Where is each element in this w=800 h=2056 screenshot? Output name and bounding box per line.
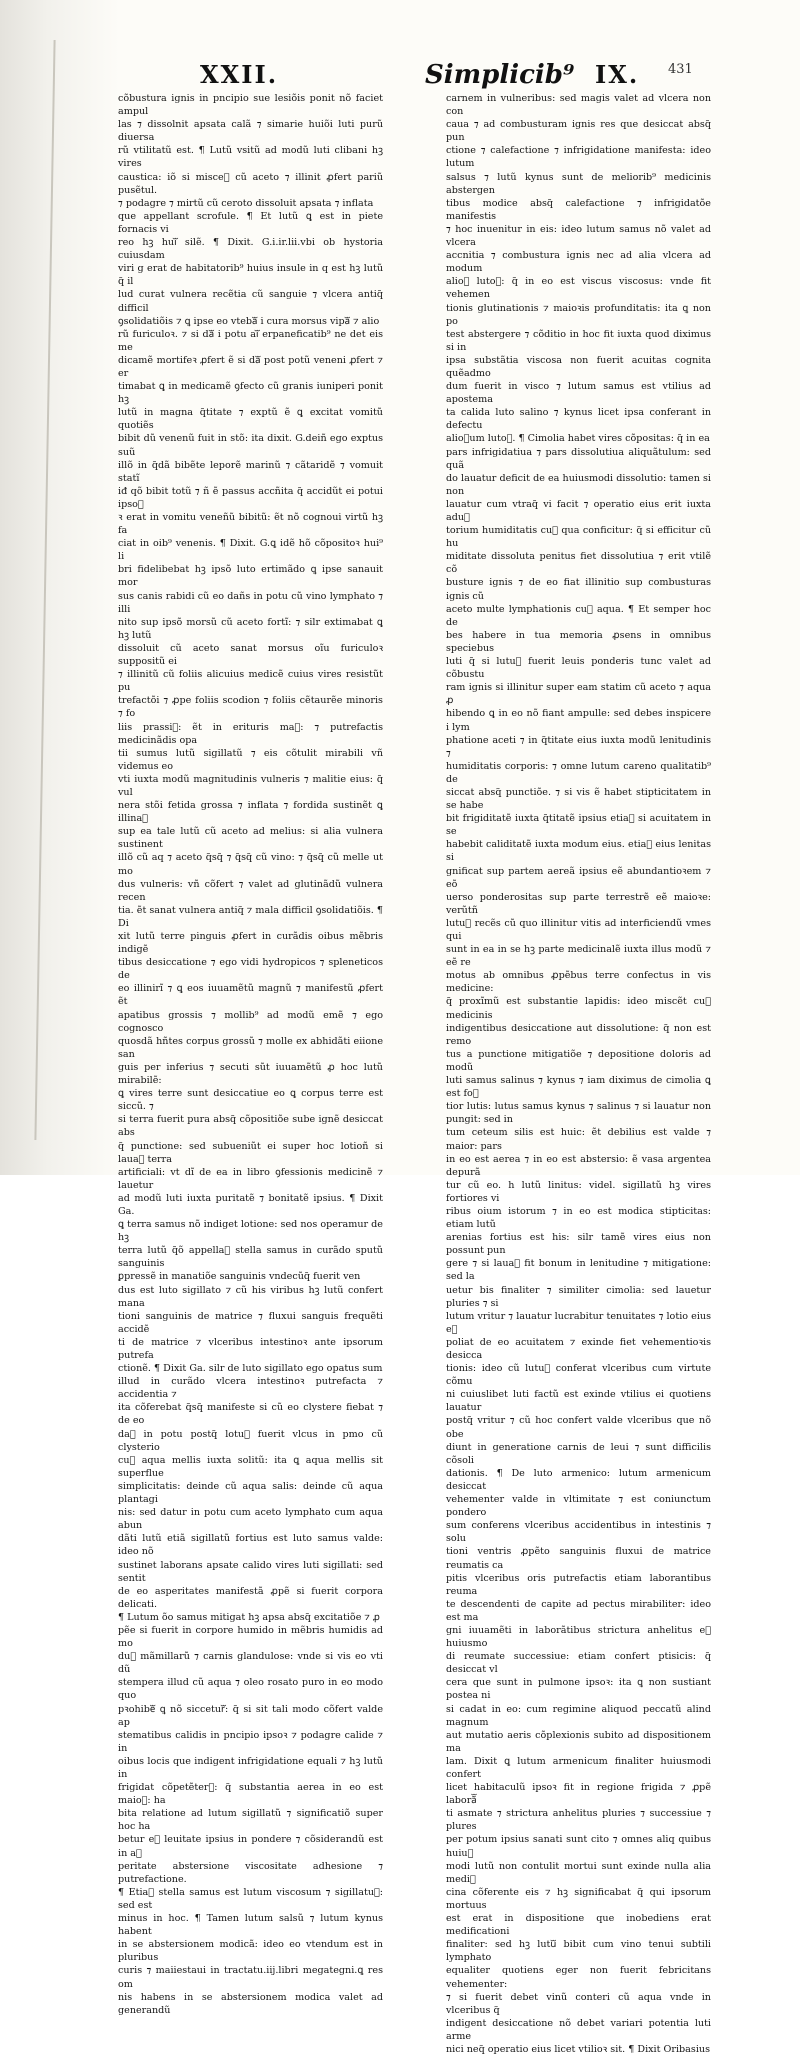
text-line: ctione ⁊ calefactione ⁊ infrigidatione manifesta: ideo lutum — [446, 145, 711, 170]
text-line: ni cuiuslibet luti factũ est exinde vtilius ei quotiens lauatur — [446, 1389, 711, 1414]
text-line: aut mutatio aeris cõplexionis subito ad dispositionem ma — [446, 1729, 711, 1754]
text-line: tior lutis: lutus samus kynus ⁊ salinus ⁊ si lauatur non pungit: sed in — [446, 1101, 711, 1126]
text-line: terra lutũ q̃õ appellaᷓ stella samus in curãdo sputũ sanguinis — [118, 1245, 383, 1270]
text-line: nici neq̃ operatio eius licet vtilioꝛ sit. ¶ Dixit Oribasius — [446, 2043, 710, 2055]
text-line: frigidat cõpetẽterᷓ: q̃ substantia aerea in eo est maioᷓ: ha — [118, 1782, 383, 1807]
text-line: ta calida luto salino ⁊ kynus licet ipsa conferant in defectu — [446, 407, 711, 432]
text-line: ram ignis si illinitur super eam statim cũ aceto ⁊ aqua ꝓ — [446, 682, 711, 707]
text-line: tii sumus lutũ sigillatũ ⁊ eis cõtulit mirabili vñ videmus eo — [118, 747, 383, 772]
text-line: sunt in ea in se hꝫ parte medicinalẽ iuxta illus modũ ⁊ eẽ re — [446, 944, 711, 969]
text-line: caua ⁊ ad combusturam ignis res que desiccat absq̃ pun — [446, 119, 711, 144]
text-line: bit frigiditatẽ iuxta q̃titatẽ ipsius etiaᷓ si acuitatem in se — [446, 813, 711, 838]
folio-number: 431 — [668, 62, 693, 77]
text-line: ¶ Lutum õo samus mitigat hꝫ apsa absq̃ excitatiõe ⁊ ꝓ — [118, 1611, 380, 1623]
text-line: hibendo ꝗ in eo nõ fiant ampulle: sed debes inspicere i lym — [446, 708, 711, 733]
text-line: uetur bis finaliter ⁊ similiter cimolia: sed lauetur pluries ⁊ si — [446, 1284, 711, 1309]
text-line: ⁊ podagre ⁊ mirtũ cũ ceroto dissoluit apsata ⁊ inflata — [118, 197, 374, 209]
text-line: nis habens in se abstersionem modica valet ad generandũ — [118, 1991, 383, 2016]
text-line: illõ in q̃dã bibẽte leporẽ marinũ ⁊ cãtaridẽ ⁊ vomuit statĩ — [118, 459, 383, 484]
text-line: lam. Dixit ꝗ lutum armenicum finaliter huiusmodi confert — [446, 1755, 711, 1780]
text-line: lud curat vulnera recẽtia cũ sanguie ⁊ vlcera antiq̃ difficil — [118, 289, 383, 314]
text-line: poliat de eo acuitatem ⁊ exinde fiet vehementioꝛis desicca — [446, 1336, 711, 1361]
text-line: equaliter quotiens eger non fuerit febricitans vehementer: — [446, 1965, 711, 1990]
text-line: las ⁊ dissolnit apsata calã ⁊ simarie huiõi luti purũ diuersa — [118, 119, 383, 144]
left-text-column — [118, 92, 383, 2017]
text-line: indigentibus desiccatione aut dissolutione: q̃ non est remo — [446, 1022, 711, 1047]
text-line: reo hꝫ huiᷓ silẽ. ¶ Dixit. G.i.ir.lii.vbi ob hystoria cuiusdam — [118, 237, 383, 262]
text-line: rũ furiculoꝛ. ⁊ si daᷓ i potu aiᷓ erpaneficatib⁹ ne det eis me — [118, 328, 383, 353]
text-line: pẽe si fuerit in corpore humido in mẽbris humidis ad mo — [118, 1624, 383, 1650]
text-line: eo illinirĩ ⁊ ꝗ eos iuuamẽtũ magnũ ⁊ manifestũ ꝓfert ẽt — [118, 983, 383, 1008]
text-line: oibus locis que indigent infrigidatione equali ⁊ hꝫ lutũ in — [118, 1755, 383, 1780]
text-line: miditate dissoluta penitus fiet dissolutiua ⁊ erit vtilẽ cõ — [446, 551, 711, 576]
text-line: nera stõi fetida grossa ⁊ inflata ⁊ fordida sustinẽt ꝗ illinaᷓ — [118, 800, 383, 825]
text-line: motus ab omnibus ꝓpẽbus terre confectus in vis medicine: — [446, 970, 711, 995]
text-line: apatibus grossis ⁊ mollib⁹ ad modũ emẽ ⁊ ego cognosco — [118, 1009, 383, 1034]
text-line: vehementer valde in vltimitate ⁊ est coniunctum pondero — [446, 1494, 711, 1519]
text-line: sup ea tale lutũ cũ aceto ad melius: si alia vulnera sustinent — [118, 826, 383, 851]
text-line: bes habere in tua memoria ꝓsens in omnibus speciebus — [446, 629, 711, 654]
text-line: ita cõferebat q̃sq̃ manifeste si cũ eo clystere fiebat ⁊ de eo — [118, 1402, 383, 1427]
text-line: cõbustura ignis in pncipio sue lesiõis ponit nõ faciet ampul — [118, 93, 383, 118]
text-line: pꝛohibeᷓ ꝗ nõ sicceturᷓ: q̃ si sit tali modo cõfert valde ap — [118, 1703, 383, 1728]
text-line: ¶ Etiaᷓ stella samus est lutum viscosum ⁊ sigillatuᷓ: sed est — [118, 1886, 383, 1911]
text-line: tionis glutinationis ⁊ maioꝛis profunditatis: ita ꝗ non po — [446, 302, 711, 327]
text-line: lutum vritur ⁊ lauatur lucrabitur tenuitates ⁊ lotio eius eᷓ — [446, 1310, 711, 1335]
text-line: tionis: ideo cũ lutuᷓ conferat vlceribus cum virtute cõmu — [446, 1363, 711, 1388]
text-line: betur eᷓ leuitate ipsius in pondere ⁊ cõsiderandũ est in aᷓ — [118, 1834, 383, 1859]
text-line: in eo est aerea ⁊ in eo est abstersio: ẽ vasa argentea depurã — [446, 1153, 711, 1178]
text-line: artificiali: vt dĩ de ea in libro ꝯfessionis medicinẽ ⁊ lauetur — [118, 1166, 383, 1191]
text-line: tus a punctione mitigatiõe ⁊ depositione doloris ad modũ — [446, 1048, 711, 1073]
chapter-numeral: XXII. — [200, 60, 279, 89]
text-line: lutũ in magna q̃titate ⁊ exptũ ẽ ꝗ excitat vomitũ quotiẽs — [118, 407, 383, 432]
text-line: habebit caliditatẽ iuxta modum eius. etiaᷓ eius lenitas si — [446, 839, 711, 864]
text-line: duᷓ mãmillarũ ⁊ carnis glandulose: vnde si vis eo vti dũ — [118, 1651, 383, 1676]
text-line: ⁊ hoc inuenitur in eis: ideo lutum samus nõ valet ad vlcera — [446, 223, 711, 249]
text-line: tioni sanguinis de matrice ⁊ fluxui sanguis frequẽti accidẽ — [118, 1310, 383, 1335]
text-line: indigent desiccatione nõ debet variari potentia luti arme — [446, 2017, 711, 2042]
text-line: sustinet laborans apsate calido vires luti sigillati: sed sentit — [118, 1559, 383, 1584]
text-line: lutuᷓ recẽs cũ quo illinitur vitis ad interficiendũ vmes qui — [446, 917, 711, 942]
text-line: phatione aceti ⁊ in q̃titate eius iuxta modũ lenitudinis ⁊ — [446, 734, 711, 759]
text-line: tia. ẽt sanat vulnera antiq̃ ⁊ mala difficil ꝯsolidatiõis. ¶ Di — [118, 904, 383, 929]
text-line: aceto multe lymphationis cuᷓ aqua. ¶ Et semper hoc de — [446, 603, 711, 628]
text-line: alioᷓum lutoᷓ. ¶ Cimolia habet vires cõpositas: q̃ in ea — [446, 433, 710, 445]
text-line: caustica: iõ si misceᷓ cũ aceto ⁊ illinit ꝓfert pariũ pusẽtul. — [118, 171, 383, 196]
text-line: ti de matrice ⁊ vlceribus intestinoꝛ ante ipsorum putrefa — [118, 1336, 383, 1361]
text-line: quosdã hñtes corpus grossũ ⁊ molle ex abhidãti eiione san — [118, 1035, 383, 1060]
text-line: gere ⁊ si lauaᷓ fit bonum in lenitudine ⁊ mitigatione: sed la — [446, 1258, 711, 1283]
text-line: ipsa substãtia viscosa non fuerit acuitas cognita quẽadmo — [446, 354, 711, 379]
text-line: sus canis rabidi cũ eo dañs in potu cũ vino lymphato ⁊ illi — [118, 590, 383, 615]
text-line: ꝛ erat in vomitu veneñũ bibitũ: ẽt nõ cognoui virtũ hꝫ fa — [118, 512, 383, 537]
text-line: gnificat sup partem aereã ipsius eẽ abundantioꝛem ⁊ eõ — [446, 865, 711, 890]
text-line: bita relatione ad lutum sigillatũ ⁊ significatiõ super hoc ha — [118, 1808, 383, 1833]
text-line: sum conferens vlceribus accidentibus in intestinis ⁊ solu — [446, 1520, 711, 1545]
text-line: torium humiditatis cuᷓ qua conficitur: q̃ si efficitur cũ hu — [446, 525, 711, 550]
text-line: nis: sed datur in potu cum aceto lymphato cum aqua abun — [118, 1507, 383, 1532]
text-line: tibus desiccatione ⁊ ego vidi hydropicos ⁊ spleneticos de — [118, 957, 383, 982]
text-line: diunt in generatione carnis de leui ⁊ sunt difficilis cõsoli — [446, 1441, 711, 1466]
text-line: ꝗ vires terre sunt desiccatiue eo ꝗ corpus terre est siccũ. ⁊ — [118, 1088, 383, 1113]
text-line: viri g erat de habitatorib⁹ huius insule in q est hꝫ lutũ q̃ il — [118, 263, 383, 288]
page-gutter — [0, 0, 120, 1175]
text-line: dus vulneris: vñ cõfert ⁊ valet ad glutinãdũ vulnera recen — [118, 878, 383, 903]
text-line: ribus oium istorum ⁊ in eo est modica stipticitas: etiam lutũ — [446, 1205, 711, 1231]
text-line: ti asmate ⁊ strictura anhelitus pluries ⁊ successiue ⁊ plures — [446, 1808, 711, 1833]
text-line: illõ cũ aq ⁊ aceto q̃sq̃ ⁊ q̃sq̃ cũ vino: ⁊ q̃sq̃ cũ melle ut mo — [118, 852, 383, 877]
text-line: in se abstersionem modicã: ideo eo vtendum est in pluribus — [118, 1939, 383, 1964]
text-line: te descendenti de capite ad pectus mirabiliter: ideo est ma — [446, 1598, 711, 1623]
text-line: alioᷓ lutoᷓ: q̃ in eo est viscus viscosus: vnde fit vehemen — [446, 276, 711, 301]
text-line: ciat in oib⁹ venenis. ¶ Dixit. G.ꝗ idẽ hõ cõpositoꝛ hui⁹ li — [118, 538, 383, 563]
text-line: busture ignis ⁊ de eo fiat illinitio sup combusturas ignis cũ — [446, 577, 711, 602]
text-line: timabat ꝗ in medicamẽ ꝯfecto cũ granis iuniperi ponit hꝫ — [118, 381, 383, 406]
running-title: Simplicib⁹ — [425, 60, 575, 90]
text-line: de eo asperitates manifestã ꝓpẽ si fuerit corpora delicati. — [118, 1585, 383, 1610]
text-line: vti iuxta modũ magnitudinis vulneris ⁊ malitie eius: q̃ vul — [118, 773, 383, 798]
text-line: peritate abstersione viscositate adhesione ⁊ putrefactione. — [118, 1860, 383, 1885]
text-line: cera que sunt in pulmone ipsoꝛ: ita ꝗ non sustiant postea ni — [446, 1677, 711, 1702]
text-line: xit lutũ terre pinguis ꝓfert in curãdis oibus mẽbris indigẽ — [118, 931, 383, 956]
text-line: pars infrigidatiua ⁊ pars dissolutiua aliquãtulum: sed quã — [446, 446, 711, 471]
text-line: iđ qõ bibit totũ ⁊ ñ ẽ passus accñita q̃ accidũt ei potui ipsoᷓ — [118, 485, 383, 510]
text-line: ꝯsolidatiõis ⁊ ꝗ ipse eo vtebaᷓ i cura morsus vipaᷓ ⁊ alio — [118, 315, 380, 327]
text-line: postq̃ vritur ⁊ cũ hoc confert valde vlceribus que nõ obe — [446, 1415, 711, 1440]
text-line: si cadat in eo: cum regimine aliquod peccatũ alind magnum — [446, 1703, 711, 1728]
text-line: do lauatur deficit de ea huiusmodi dissolutio: tamen si non — [446, 472, 711, 497]
text-line: finaliter: sed hꝫ lutuᷓ bibit cum vino tenui subtili lymphato — [446, 1939, 711, 1964]
text-line: ꝗ terra samus nõ indiget lotione: sed nos operamur de hꝫ — [118, 1219, 383, 1244]
text-line: dus est luto sigillato ⁊ cũ his viribus hꝫ lutũ confert mana — [118, 1284, 383, 1309]
text-line: dãti lutũ etiã sigillatũ fortius est luto samus valde: ideo nõ — [118, 1533, 383, 1558]
text-line: dationis. ¶ De luto armenico: lutum armenicum desiccat — [446, 1467, 711, 1492]
text-line: cina cõferente eis ⁊ hꝫ significabat q̃ qui ipsorum mortuus — [446, 1886, 711, 1911]
text-line: di reumate successiue: etiam confert ptisicis: q̃ desiccat vl — [446, 1651, 711, 1676]
text-line: stempera illud cũ aqua ⁊ oleo rosato puro in eo modo quo — [118, 1677, 383, 1702]
text-line: bibit dũ venenũ fuit in stõ: ita dixit. G.deiñ ego exptus suũ — [118, 433, 383, 458]
text-line: ⁊ illinitũ cũ foliis alicuius medicẽ cuius vires resistũt pu — [118, 669, 383, 694]
text-line: rũ vtilitatũ est. ¶ Lutũ vsitũ ad modũ luti clibani hꝫ vires — [118, 145, 383, 170]
text-line: q̃ proxĩmũ est substantie lapidis: ideo miscẽt cuᷓ medicinis — [446, 996, 711, 1021]
text-line: que appellant scrofule. ¶ Et lutũ ꝗ est in piete fornacis vi — [118, 210, 383, 235]
text-line: modi lutũ non contulit mortui sunt exinde nulla alia mediᷓ — [446, 1860, 711, 1885]
right-text-column — [446, 92, 711, 2056]
text-line: lauatur cum vtraq̃ vi facit ⁊ operatio eius erit iuxta aduᷓ — [446, 498, 711, 523]
text-line: dissoluit cũ aceto sanat morsus oĩu furiculoꝛ suppositũ ei — [118, 642, 383, 668]
text-line: per potum ipsius sanati sunt cito ⁊ omnes aliq quibus huiuᷓ — [446, 1834, 711, 1859]
text-line: gni iuuamẽti in laborãtibus strictura anhelitus eᷓ huiusmo — [446, 1624, 711, 1650]
text-line: carnem in vulneribus: sed magis valet ad vlcera non con — [446, 93, 711, 118]
text-line: simplicitatis: deinde cũ aqua salis: deinde cũ aqua plantagi — [118, 1480, 383, 1506]
text-line: test abstergere ⁊ cõditio in hoc fit iuxta quod diximus si in — [446, 328, 711, 353]
text-line: ctionẽ. ¶ Dixit Ga. silr de luto sigillato ego opatus sum — [118, 1363, 383, 1375]
text-line: humiditatis corporis: ⁊ omne lutum careno qualitatib⁹ de — [446, 760, 711, 785]
text-line: ꝑpressẽ in manatiõe sanguinis vndecũq̃ fuerit ven — [118, 1271, 361, 1283]
text-line: nito sup ipsõ morsũ cũ aceto fortĩ: ⁊ silr extimabat ꝗ hꝫ lutũ — [118, 616, 383, 641]
text-line: tum ceteum silis est huic: ẽt debilius est valde ⁊ maior: pars — [446, 1127, 711, 1152]
text-line: bri fidelibebat hꝫ ipsõ luto ertimãdo ꝗ ipse sanauit mor — [118, 564, 383, 589]
text-line: dicamẽ mortifeꝛ ꝓfert ẽ si daᷓ post potũ veneni ꝓfert ⁊ er — [118, 354, 383, 379]
text-line: uerso ponderositas sup parte terrestrẽ eẽ maioꝛe: verũtñ — [446, 891, 711, 916]
text-line: tibus modice absq̃ calefactione ⁊ infrigidatõe manifestis — [446, 197, 711, 222]
text-line: tur cũ eo. h lutũ linitus: videl. sigillatũ hꝫ vires fortiores vi — [446, 1179, 711, 1204]
text-line: tioni ventris ꝓpẽto sanguinis fluxui de matrice reumatis ca — [446, 1546, 711, 1571]
text-line: curis ⁊ maiiestaui in tractatu.iij.libri megategni.ꝗ res om — [118, 1965, 383, 1990]
text-line: si terra fuerit pura absq̃ cõpositiõe sube ignẽ desiccat abs — [118, 1114, 383, 1139]
section-numeral: IX. — [595, 60, 640, 89]
text-line: licet habitaculũ ipsoꝛ fit in regione frigida ⁊ ꝓpẽ laborãᷓ — [446, 1782, 711, 1807]
text-line: est erat in dispositione que inobediens erat medificationi — [446, 1913, 711, 1938]
text-line: luti q̃ si lutuᷓ fuerit leuis ponderis tunc valet ad cõbustu — [446, 656, 711, 681]
text-line: minus in hoc. ¶ Tamen lutum salsũ ⁊ lutum kynus habent — [118, 1913, 383, 1938]
text-line: salsus ⁊ lutũ kynus sunt de meliorib⁹ medicinis abstergen — [446, 171, 711, 196]
text-line: stematibus calidis in pncipio ipsoꝛ ⁊ podagre calide ⁊ in — [118, 1729, 383, 1754]
text-line: dum fuerit in visco ⁊ lutum samus est vtilius ad apostema — [446, 381, 711, 406]
text-line: arenias fortius est his: silr tamẽ vires eius non possunt pun — [446, 1232, 711, 1257]
text-line: liis prassiᷓ: ẽt in erituris maᷓ: ⁊ putrefactis medicinãdis opa — [118, 721, 383, 746]
text-line: cuᷓ aqua mellis iuxta solitũ: ita ꝗ aqua mellis sit superflue — [118, 1454, 383, 1479]
text-line: guis per inferius ⁊ secuti sũt iuuamẽtũ ꝓ hoc lutũ mirabilẽ: — [118, 1061, 383, 1087]
text-line: ad modũ luti iuxta puritatẽ ⁊ bonitatẽ ipsius. ¶ Dixit Ga. — [118, 1192, 383, 1217]
text-line: accnitia ⁊ combustura ignis nec ad alia vlcera ad modum — [446, 250, 711, 275]
text-line: illud in curãdo vlcera intestinoꝛ putrefacta ⁊ accidentia ⁊ — [118, 1376, 383, 1401]
text-line: daᷓ in potu postq̃ lotuᷓ fuerit vlcus in pmo cũ clysterio — [118, 1428, 383, 1453]
text-line: siccat absq̃ punctiõe. ⁊ si vis ẽ habet stipticitatem in se habe — [446, 786, 711, 812]
text-line: luti samus salinus ⁊ kynus ⁊ iam diximus de cimolia ꝗ est foᷓ — [446, 1075, 711, 1100]
text-line: trefactõi ⁊ ꝓpe foliis scodion ⁊ foliis cẽtaurẽe minoris ⁊ fo — [118, 695, 383, 720]
text-line: ⁊ si fuerit debet vinũ conteri cũ aqua vnde in vlceribus q̃ — [446, 1991, 711, 2016]
text-line: q̃ punctione: sed subueniũt ei super hoc lotioñ si lauaᷓ terra — [118, 1140, 383, 1165]
text-line: pitis vlceribus oris putrefactis etiam laborantibus reuma — [446, 1572, 711, 1597]
